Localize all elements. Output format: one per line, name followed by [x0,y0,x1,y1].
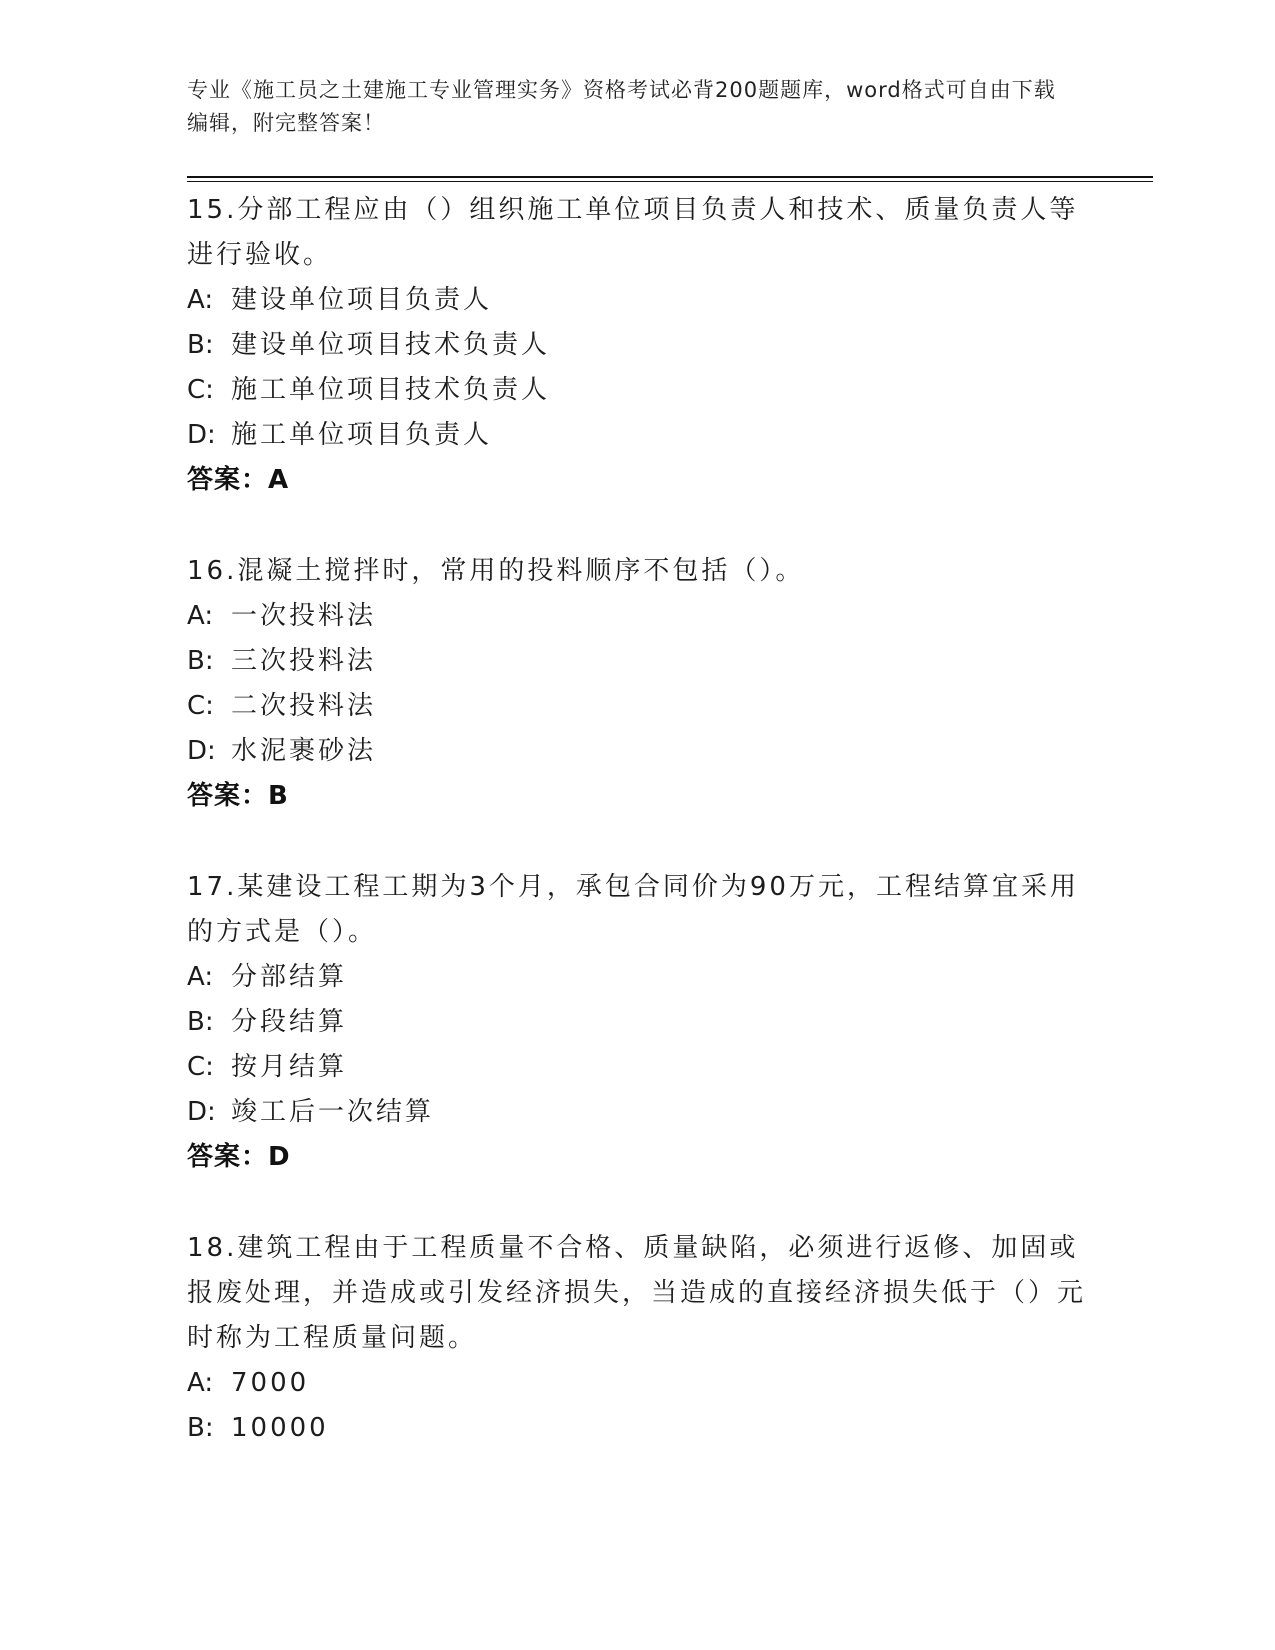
option-c [187,368,1087,413]
header-rule-thick [187,176,1153,178]
question-17 [187,865,1087,1180]
option-text: 建设单位项目技术负责人 [231,330,551,360]
option-b [187,1000,1087,1045]
question-stem: 15.分部工程应由（）组织施工单位项目负责人和技术、质量负责人等进行验收。 [187,195,1079,270]
option-letter: B: [187,330,214,360]
option-letter: A: [187,601,214,631]
option-letter: B: [187,1007,214,1037]
question-stem: 18.建筑工程由于工程质量不合格、质量缺陷，必须进行返修、加固或报废处理，并造成或引发经济损失，当造成的直接经济损失低于（）元时称为工程质量问题。 [187,1233,1087,1353]
question-18 [187,1226,1087,1451]
option-letter: C: [187,691,214,721]
option-letter: B: [187,646,214,676]
option-text: 二次投料法 [231,691,377,721]
option-b [187,323,1087,368]
header-rule-thin [187,181,1153,182]
document-header: 专业《施工员之土建施工专业管理实务》资格考试必背200题题库，word格式可自由下载编辑，附完整答案！ [187,78,1056,135]
question-16 [187,549,1087,819]
option-d [187,1090,1087,1135]
question-list [187,188,1087,1497]
answer-line: 答案：B [187,781,289,811]
option-letter: D: [187,1097,216,1127]
question-stem: 16.混凝土搅拌时，常用的投料顺序不包括（）。 [187,556,805,586]
option-d [187,413,1087,458]
question-15 [187,188,1087,503]
answer-line: 答案：D [187,1142,291,1172]
option-letter: A: [187,962,214,992]
option-letter: C: [187,1052,214,1082]
option-a [187,278,1087,323]
option-letter: D: [187,736,216,766]
option-text: 按月结算 [231,1052,348,1082]
question-stem: 17.某建设工程工期为3个月，承包合同价为90万元，工程结算宜采用的方式是（）。 [187,872,1079,947]
option-letter: D: [187,420,216,450]
option-text: 分段结算 [231,1007,348,1037]
option-b [187,639,1087,684]
option-text: 施工单位项目负责人 [231,420,493,450]
option-letter: A: [187,285,214,315]
option-text: 建设单位项目负责人 [231,285,493,315]
option-text: 三次投料法 [231,646,377,676]
option-text: 7000 [231,1368,310,1398]
option-text: 10000 [231,1413,329,1443]
option-letter: B: [187,1413,214,1443]
option-d [187,729,1087,774]
option-text: 竣工后一次结算 [231,1097,435,1127]
option-a [187,594,1087,639]
option-text: 水泥裹砂法 [231,736,377,766]
option-a [187,1361,1087,1406]
answer-line: 答案：A [187,465,290,495]
option-text: 一次投料法 [231,601,377,631]
option-a [187,955,1087,1000]
option-text: 施工单位项目技术负责人 [231,375,551,405]
option-c [187,1045,1087,1090]
option-c [187,684,1087,729]
option-b [187,1406,1087,1451]
option-letter: C: [187,375,214,405]
option-text: 分部结算 [231,962,348,992]
option-letter: A: [187,1368,214,1398]
